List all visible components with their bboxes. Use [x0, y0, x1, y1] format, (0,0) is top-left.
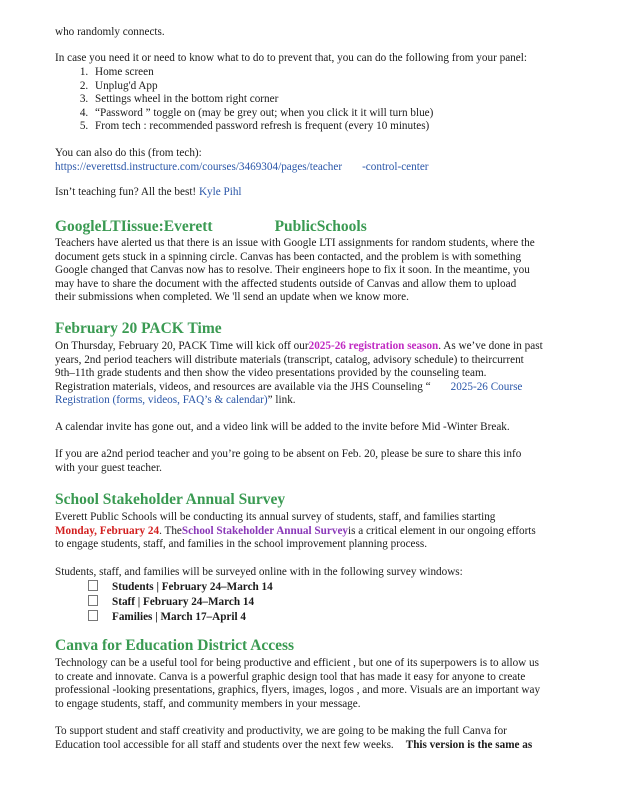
bold-text: This version is the same as: [405, 738, 533, 751]
text-line: their submissions when completed. We 'll send an update when we know more.: [55, 291, 409, 304]
text-line: Teachers have alerted us that there is an issue with Google LTI assignments for random students, where the: [55, 237, 535, 249]
text-span: . The: [159, 524, 182, 537]
text-span: ” link.: [267, 394, 296, 407]
bullet-box-icon: [88, 610, 98, 621]
survey-name-highlight: School Stakeholder Annual Survey: [181, 524, 348, 537]
google-lti-heading: [55, 218, 367, 236]
link-part-b[interactable]: -control-center: [362, 161, 429, 173]
text-line: to create and innovate. Canva is a powerful graphic design tool that has made it easy for anyone to create: [55, 670, 526, 683]
canva-support: [55, 725, 567, 752]
text-line: may have to share the document with the affected students outside of Canvas and allow them to upload: [55, 277, 517, 290]
text-line: document gets stuck in a spinning circle. Canvas has been contacted, and the problem is with something: [55, 250, 522, 263]
also-text: You can also do this (from tech):: [55, 147, 202, 159]
window-text: Students | February 24–March 14: [112, 581, 273, 593]
list-item: 4. “Password ” toggle on (may be grey out; when you click it it will turn blue): [91, 107, 603, 121]
survey-body: [55, 511, 567, 552]
registration-season-highlight: 2025-26 registration season: [308, 340, 439, 352]
window-text: Families | March 17–April 4: [112, 611, 247, 623]
course-registration-link[interactable]: 2025-26 Course: [450, 380, 523, 393]
text-line: [55, 394, 567, 408]
intro-line: who randomly connects.: [55, 26, 165, 38]
text-line: with your guest teacher.: [55, 461, 162, 474]
list-item: 3. Settings wheel in the bottom right corner: [91, 93, 603, 107]
text-line: [55, 739, 567, 753]
text-line: Google changed that Canvas now has to resolve. Their engineers hope to fix it soon. In the meantime, you: [55, 264, 530, 277]
bullet-box-icon: [88, 580, 98, 591]
list-item: [88, 580, 273, 595]
pack-time-heading: February 20 PACK Time: [55, 320, 222, 337]
survey-heading: School Stakeholder Annual Survey: [55, 491, 286, 508]
text-line: [55, 340, 567, 354]
signoff-name-link[interactable]: Kyle Pihl: [198, 186, 242, 198]
canva-body: [55, 657, 567, 711]
window-text: Staff | February 24–March 14: [112, 596, 255, 608]
list-item: 5. From tech : recommended password refresh is frequent (every 10 minutes): [91, 120, 603, 134]
signoff: [55, 186, 567, 200]
intro-instructions: In case you need it or need to know what to do to prevent that, you can do the following from your panel:: [55, 52, 527, 64]
bullet-box-icon: [88, 595, 98, 606]
google-lti-body: [55, 237, 567, 305]
text-span: . As we’ve done in past: [438, 340, 543, 352]
text-span: is a critical element in our ongoing efforts: [348, 524, 536, 537]
text-line: professional -looking presentations, graphics, flyers, images, logos , and more. Visuals are an important way: [55, 684, 541, 697]
signoff-text: Isn’t teaching fun? All the best!: [55, 186, 197, 198]
teacher-control-center-link[interactable]: [55, 161, 567, 175]
link-part-a[interactable]: https://everettsd.instructure.com/courses/3469304/pages/teacher: [55, 161, 343, 173]
list-item: [88, 595, 273, 610]
google-heading-part-a: GoogleLTIissue:Everett: [55, 218, 213, 235]
survey-windows-list: [88, 580, 273, 625]
survey-start-date: Monday, February 24: [55, 524, 160, 537]
course-registration-link-cont[interactable]: Registration (forms, videos, FAQ’s & calendar): [55, 394, 268, 407]
text-line: 9th–11th grade students and then show the video presentations provided by the counseling team.: [55, 367, 487, 380]
text-line: If you are a2nd period teacher and you’re going to be absent on Feb. 20, please be sure to share this info: [55, 448, 522, 460]
text-line: to engage students, staff, and community members in your message.: [55, 697, 361, 710]
canva-heading: Canva for Education District Access: [55, 637, 295, 654]
text-line: [55, 525, 567, 539]
text-line: To support student and staff creativity and productivity, we are going to be making the full Canva for: [55, 725, 507, 737]
text-line: [55, 381, 567, 395]
text-span: Registration materials, videos, and resources are available via the JHS Counseling “: [55, 380, 431, 393]
list-item: 1. Home screen: [91, 66, 603, 80]
text-line: to engage students, staff, and families in the school improvement planning process.: [55, 538, 428, 551]
calendar-invite-text: A calendar invite has gone out, and a video link will be added to the invite before Mid -Winter Break.: [55, 421, 510, 433]
text-line: years, 2nd period teachers will distribute materials (transcript, catalog, advisory schedule) to theircurrent: [55, 353, 524, 366]
text-line: Technology can be a useful tool for being productive and efficient , but one of its superpowers is to allow us: [55, 657, 539, 669]
list-item: [88, 610, 273, 625]
absent-note: [55, 448, 567, 475]
text-span: Education tool accessible for all staff and students over the next few weeks.: [55, 738, 394, 751]
text-span: On Thursday, February 20, PACK Time will kick off our: [55, 340, 309, 352]
survey-windows-intro: Students, staff, and families will be surveyed online with in the following survey windows:: [55, 566, 463, 578]
text-line: Everett Public Schools will be conducting its annual survey of students, staff, and families starting: [55, 511, 496, 523]
pack-time-body: [55, 340, 567, 408]
steps-list: [55, 66, 603, 134]
google-heading-part-b: PublicSchools: [274, 218, 367, 235]
list-item: 2. Unplug'd App: [91, 80, 603, 94]
